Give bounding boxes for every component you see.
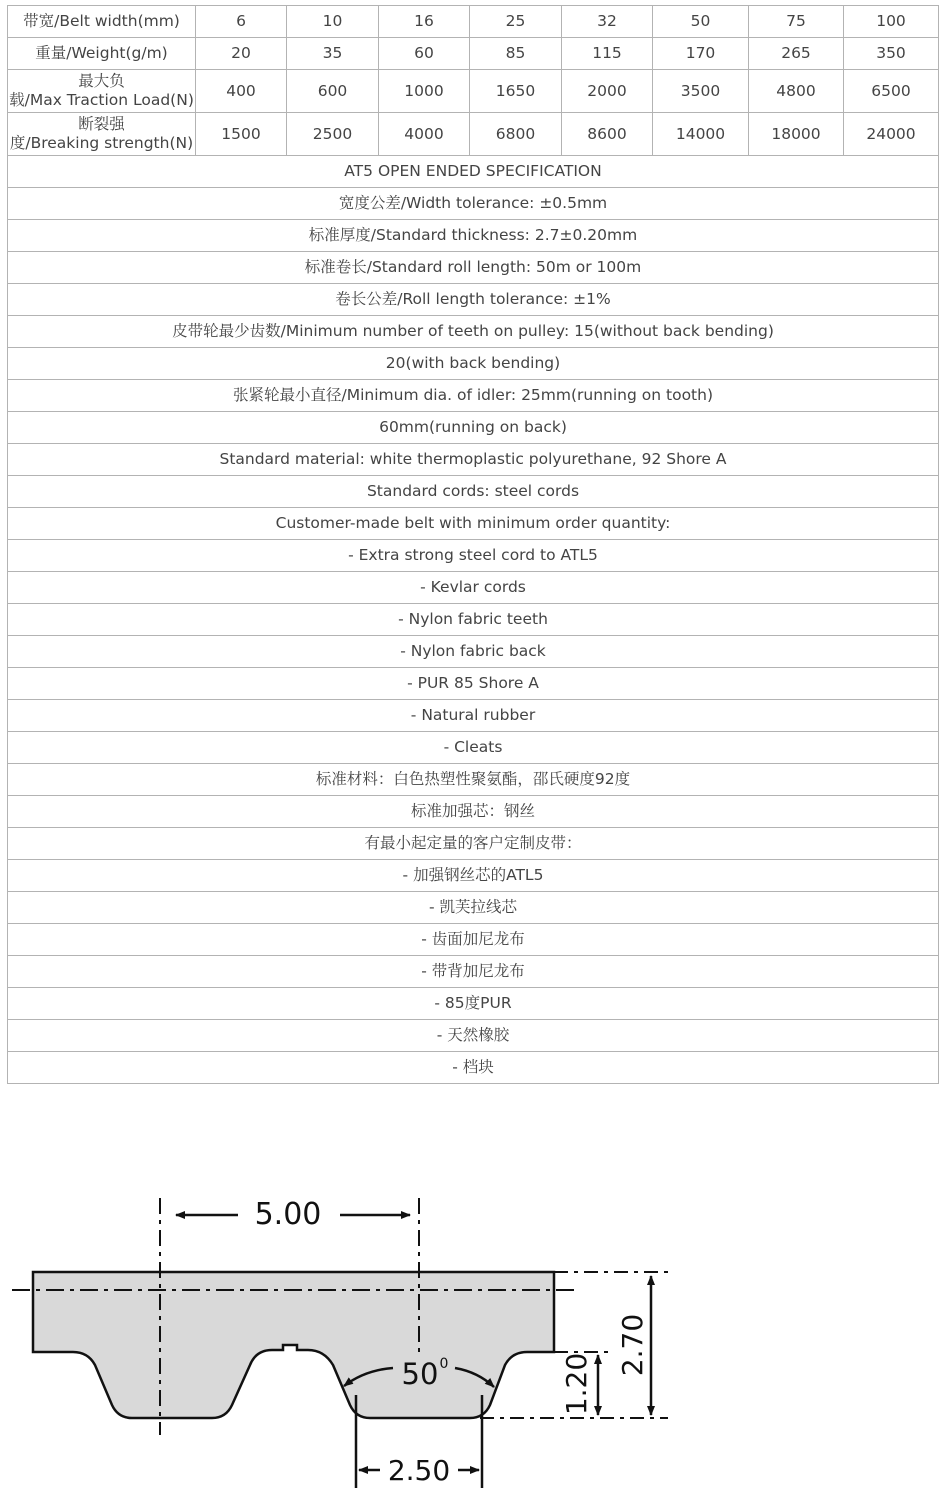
angle-label: 50 [401, 1357, 439, 1391]
row-label-line: 最大负 [78, 72, 125, 90]
spec-line: 20(with back bending) [8, 348, 939, 380]
spec-line-row [8, 156, 939, 188]
spec-line-row [8, 604, 939, 636]
spec-line: AT5 OPEN ENDED SPECIFICATION [8, 156, 939, 188]
spec-line-row [8, 1020, 939, 1052]
row-label-line: 度/Breaking strength(N) [9, 134, 194, 152]
spec-line: - Kevlar cords [8, 572, 939, 604]
cell: 85 [470, 38, 562, 70]
spec-line: - 加强钢丝芯的ATL5 [8, 860, 939, 892]
spec-line: - Extra strong steel cord to ATL5 [8, 540, 939, 572]
spec-line-row [8, 1052, 939, 1084]
cell: 100 [844, 6, 939, 38]
pitch-label: 5.00 [254, 1197, 322, 1232]
spec-line-row [8, 188, 939, 220]
cell: 265 [749, 38, 844, 70]
row-label: 带宽/Belt width(mm) [8, 6, 196, 38]
spec-line-row [8, 796, 939, 828]
belt-profile [33, 1272, 554, 1418]
row-label [8, 113, 196, 156]
spec-line-row [8, 700, 939, 732]
spec-line: 标准加强芯：钢丝 [8, 796, 939, 828]
max-traction-row [8, 70, 939, 113]
spec-lines [8, 156, 939, 1084]
spec-line: 60mm(running on back) [8, 412, 939, 444]
spec-line: 皮带轮最少齿数/Minimum number of teeth on pulley: 15(without back bending) [8, 316, 939, 348]
cell: 18000 [749, 113, 844, 156]
spec-line-row [8, 412, 939, 444]
row-label-line: 断裂强 [78, 115, 125, 133]
row-label-line: 载/Max Traction Load(N) [9, 91, 194, 109]
spec-line-row [8, 316, 939, 348]
tooth-width-label: 2.50 [387, 1454, 451, 1487]
cell: 24000 [844, 113, 939, 156]
spec-line-row [8, 956, 939, 988]
spec-line: Customer-made belt with minimum order quantity: [8, 508, 939, 540]
row-label: 重量/Weight(g/m) [8, 38, 196, 70]
spec-line: - 85度PUR [8, 988, 939, 1020]
belt-width-row [8, 6, 939, 38]
cell: 20 [196, 38, 287, 70]
spec-line-row [8, 860, 939, 892]
cell: 25 [470, 6, 562, 38]
cell: 14000 [653, 113, 749, 156]
spec-line: Standard cords: steel cords [8, 476, 939, 508]
spec-line-row [8, 636, 939, 668]
spec-line: 标准材料：白色热塑性聚氨酯，邵氏硬度92度 [8, 764, 939, 796]
cell: 1000 [379, 70, 470, 113]
angle-degree-mark: 0 [439, 1356, 449, 1372]
weight-row [8, 38, 939, 70]
spec-line: - PUR 85 Shore A [8, 668, 939, 700]
cell: 6800 [470, 113, 562, 156]
spec-line-row [8, 252, 939, 284]
spec-line: - Nylon fabric teeth [8, 604, 939, 636]
spec-line: - 档块 [8, 1052, 939, 1084]
spec-line: - Nylon fabric back [8, 636, 939, 668]
spec-line: 宽度公差/Width tolerance: ±0.5mm [8, 188, 939, 220]
spec-line-row [8, 668, 939, 700]
spec-line-row [8, 348, 939, 380]
spec-line: 标准卷长/Standard roll length: 50m or 100m [8, 252, 939, 284]
cell: 75 [749, 6, 844, 38]
cell: 400 [196, 70, 287, 113]
spec-line-row [8, 220, 939, 252]
cell: 4800 [749, 70, 844, 113]
cell: 2000 [562, 70, 653, 113]
cell: 16 [379, 6, 470, 38]
spec-line-row [8, 476, 939, 508]
cell: 6500 [844, 70, 939, 113]
spec-line-row [8, 380, 939, 412]
spec-line: - 带背加尼龙布 [8, 956, 939, 988]
cell: 170 [653, 38, 749, 70]
spec-line: 卷长公差/Roll length tolerance: ±1% [8, 284, 939, 316]
spec-line-row [8, 540, 939, 572]
cell: 8600 [562, 113, 653, 156]
spec-table [7, 5, 939, 1084]
spec-line-row [8, 764, 939, 796]
spec-line: 张紧轮最小直径/Minimum dia. of idler: 25mm(running on tooth) [8, 380, 939, 412]
tooth-height-label: 1.20 [560, 1352, 593, 1416]
spec-line: - 齿面加尼龙布 [8, 924, 939, 956]
belt-profile-diagram [0, 1190, 700, 1495]
spec-line: 标准厚度/Standard thickness: 2.7±0.20mm [8, 220, 939, 252]
breaking-strength-row [8, 113, 939, 156]
spec-line-row [8, 924, 939, 956]
cell: 32 [562, 6, 653, 38]
spec-line-row [8, 732, 939, 764]
cell: 600 [287, 70, 379, 113]
spec-line-row [8, 572, 939, 604]
cell: 10 [287, 6, 379, 38]
cell: 115 [562, 38, 653, 70]
cell: 50 [653, 6, 749, 38]
cell: 1500 [196, 113, 287, 156]
spec-line-row [8, 284, 939, 316]
spec-line: - Cleats [8, 732, 939, 764]
cell: 1650 [470, 70, 562, 113]
spec-line: - Natural rubber [8, 700, 939, 732]
spec-line: 有最小起定量的客户定制皮带： [8, 828, 939, 860]
cell: 60 [379, 38, 470, 70]
total-height-label: 2.70 [616, 1313, 649, 1377]
cell: 3500 [653, 70, 749, 113]
cell: 6 [196, 6, 287, 38]
spec-line: - 天然橡胶 [8, 1020, 939, 1052]
cell: 2500 [287, 113, 379, 156]
cell: 350 [844, 38, 939, 70]
spec-line-row [8, 892, 939, 924]
spec-line: - 凯芙拉线芯 [8, 892, 939, 924]
row-label [8, 70, 196, 113]
spec-line-row [8, 828, 939, 860]
spec-line: Standard material: white thermoplastic polyurethane, 92 Shore A [8, 444, 939, 476]
cell: 4000 [379, 113, 470, 156]
spec-line-row [8, 988, 939, 1020]
spec-line-row [8, 444, 939, 476]
cell: 35 [287, 38, 379, 70]
spec-line-row [8, 508, 939, 540]
